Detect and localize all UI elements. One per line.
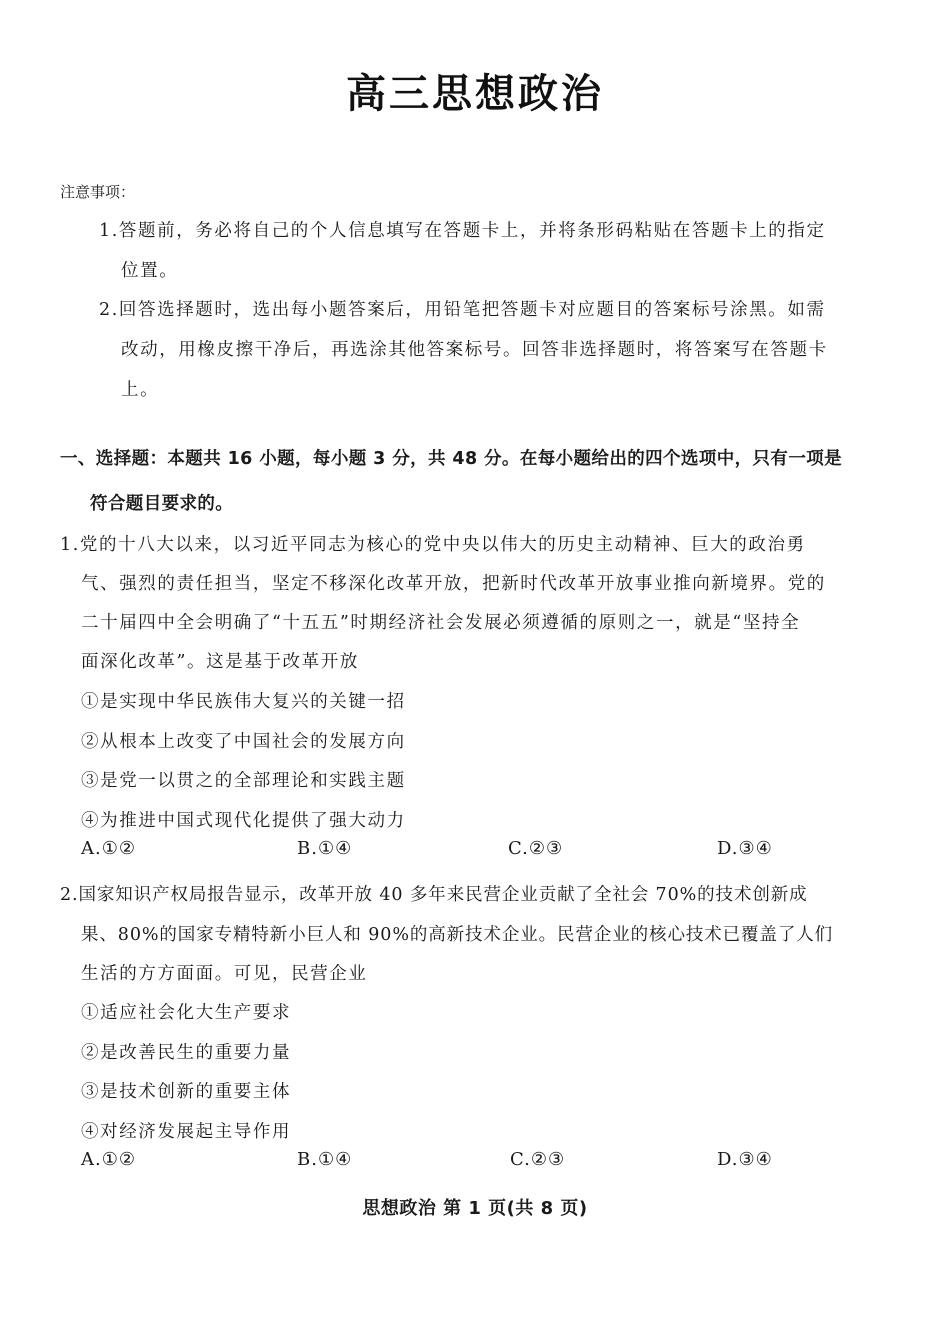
section-heading-line-2: 符合题目要求的。 (90, 494, 234, 514)
question-1-answer-b: B.①④ (297, 838, 353, 859)
question-1-answer-d: D.③④ (717, 838, 773, 859)
question-1-answer-a: A.①② (81, 838, 136, 859)
notice-item-1-line-2: 位置。 (121, 261, 179, 281)
section-heading-line-1: 一、选择题：本题共 16 小题，每小题 3 分，共 48 分。在每小题给出的四个选项中，只有一项是 (60, 449, 843, 469)
question-2-option-3: ③是技术创新的重要主体 (81, 1082, 292, 1102)
question-2-line-2: 果、80%的国家专精特新小巨人和 90%的高新技术企业。民营企业的核心技术已覆盖了人们 (81, 925, 834, 945)
notice-item-2-line-2: 改动，用橡皮擦干净后，再选涂其他答案标号。回答非选择题时，将答案写在答题卡 (121, 340, 828, 360)
notice-item-2-line-1: 2.回答选择题时，选出每小题答案后，用铅笔把答题卡对应题目的答案标号涂黑。如需 (99, 300, 826, 320)
question-2-option-4: ④对经济发展起主导作用 (81, 1122, 292, 1142)
question-2-line-3: 生活的方方面面。可见，民营企业 (81, 964, 368, 984)
page-title: 高三思想政治 (346, 71, 604, 117)
question-1-option-2: ②从根本上改变了中国社会的发展方向 (81, 732, 406, 752)
question-2-answer-b: B.①④ (297, 1149, 353, 1170)
question-1-line-1: 1.党的十八大以来，以习近平同志为核心的党中央以伟大的历史主动精神、巨大的政治勇 (60, 535, 806, 555)
notice-item-1-line-1: 1.答题前，务必将自己的个人信息填写在答题卡上，并将条形码粘贴在答题卡上的指定 (99, 221, 826, 241)
question-2-line-1: 2.国家知识产权局报告显示，改革开放 40 多年来民营企业贡献了全社会 70%的技术创新成 (60, 885, 808, 905)
question-2-answer-c: C.②③ (510, 1149, 566, 1170)
notice-item-2-line-3: 上。 (121, 380, 160, 400)
question-1-option-3: ③是党一以贯之的全部理论和实践主题 (81, 771, 406, 791)
question-2-answer-d: D.③④ (717, 1149, 773, 1170)
question-1-option-1: ①是实现中华民族伟大复兴的关键一招 (81, 692, 406, 712)
question-1-option-4: ④为推进中国式现代化提供了强大动力 (81, 811, 406, 831)
question-1-line-3: 二十届四中全会明确了“十五五”时期经济社会发展必须遵循的原则之一，就是“坚持全 (81, 613, 801, 633)
question-2-answer-a: A.①② (81, 1149, 136, 1170)
page-footer: 思想政治 第 1 页(共 8 页) (362, 1198, 588, 1219)
question-1-line-4: 面深化改革”。这是基于改革开放 (81, 652, 359, 672)
question-2-option-1: ①适应社会化大生产要求 (81, 1003, 292, 1023)
question-1-answer-c: C.②③ (508, 838, 564, 859)
notice-heading: 注意事项： (60, 183, 136, 201)
question-1-line-2: 气、强烈的责任担当，坚定不移深化改革开放，把新时代改革开放事业推向新境界。党的 (81, 574, 826, 594)
question-2-option-2: ②是改善民生的重要力量 (81, 1043, 292, 1063)
